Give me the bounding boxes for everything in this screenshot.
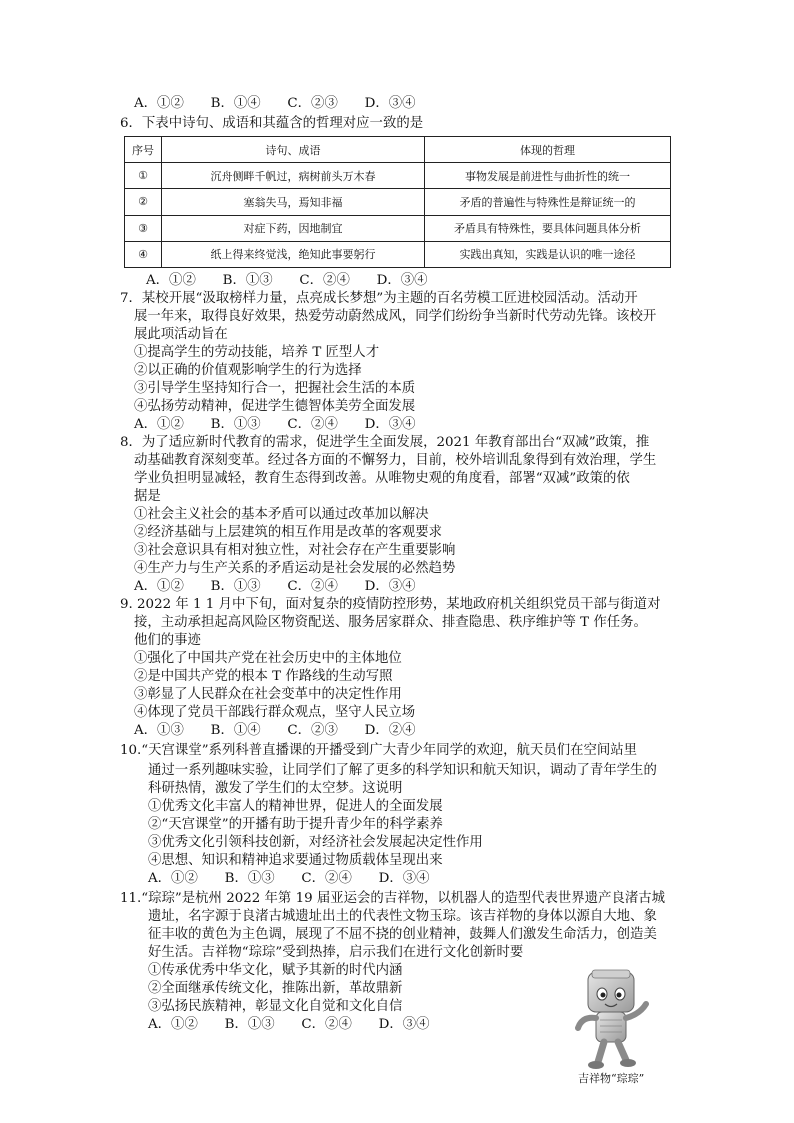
row-poem: 纸上得来终觉浅，绝知此事要躬行 <box>162 241 425 267</box>
q8-options: A．①② B．①③ C．②④ D．③④ <box>134 579 416 594</box>
row-philosophy: 事物发展是前进性与曲折性的统一 <box>425 163 671 189</box>
row-philosophy: 矛盾的普遍性与特殊性是辩证统一的 <box>425 189 671 215</box>
q11-choice: ①传承优秀中华文化，赋予其新的时代内涵 <box>148 963 403 978</box>
row-poem: 沉舟侧畔千帆过，病树前头万木春 <box>162 163 425 189</box>
q11-stem-line: 遗址，名字源于良渚古城遗址出土的代表性文物玉琮。该吉祥物的身体以源自大地、象 <box>148 909 657 924</box>
q8-choice: ④生产力与生产关系的矛盾运动是社会发展的必然趋势 <box>134 561 456 576</box>
header-philosophy: 体现的哲理 <box>425 137 671 163</box>
q11-choice: ②全面继承传统文化，推陈出新，革故鼎新 <box>148 981 403 996</box>
q9-choice: ②是中国共产党的根本 T 作路线的生动写照 <box>134 669 393 684</box>
row-poem: 对症下药，因地制宜 <box>162 215 425 241</box>
q11-stem-line: 11.“琮琮”是杭州 2022 年第 19 届亚运会的吉祥物，以机器人的造型代表世界遗产良渚古城 <box>120 891 666 906</box>
row-philosophy: 实践出真知，实践是认识的唯一途径 <box>425 241 671 267</box>
q7-choice: ③引导学生坚持知行合一，把握社会生活的本质 <box>134 381 416 396</box>
q8-choice: ①社会主义社会的基本矛盾可以通过改革加以解决 <box>134 507 429 522</box>
q10-choice: ①优秀文化丰富人的精神世界，促进人的全面发展 <box>148 799 443 814</box>
q8-choice: ②经济基础与上层建筑的相互作用是改革的客观要求 <box>134 525 442 540</box>
q6-stem: 6．下表中诗句、成语和其蕴含的哲理对应一致的是 <box>120 116 424 131</box>
mascot-image <box>566 968 656 1072</box>
q10-choice: ②“天宫课堂”的开播有助于提升青少年的科学素养 <box>148 817 443 832</box>
q8-choice: ③社会意识具有相对独立性，对社会存在产生重要影响 <box>134 543 456 558</box>
q5-options: A．①② B．①④ C．②③ D．③④ <box>134 96 416 111</box>
q9-stem-line: 他们的事迹 <box>134 633 201 648</box>
row-poem: 塞翁失马，焉知非福 <box>162 189 425 215</box>
q9-choice: ③彰显了人民群众在社会变革中的决定性作用 <box>134 687 402 702</box>
q11-choice: ③弘扬民族精神，彰显文化自觉和文化自信 <box>148 999 403 1014</box>
row-index: ① <box>125 163 162 189</box>
q10-stem-line: 10.“天宫课堂”系列科普直播课的开播受到广大青少年同学的欢迎，航天员们在空间站里 <box>120 743 638 758</box>
table-row <box>125 241 671 267</box>
q9-stem-line: 接，主动承担起高风险区物资配送、服务居家群众、排查隐患、秩序维护等 T 作任务。 <box>134 615 647 630</box>
row-index: ③ <box>125 215 162 241</box>
q7-stem-line: 展此项活动旨在 <box>134 327 228 342</box>
q10-stem-line: 通过一系列趣味实验，让同学们了解了更多的科学知识和航天知识，调动了青年学生的 <box>148 763 657 778</box>
q9-stem-line: 9. 2022 年 1 1 月中下旬，面对复杂的疫情防控形势，某地政府机关组织党员干部与街道对 <box>120 597 661 612</box>
table-row <box>125 163 671 189</box>
row-philosophy: 矛盾具有特殊性，要具体问题具体分析 <box>425 215 671 241</box>
row-index: ④ <box>125 241 162 267</box>
q8-stem-line: 学业负担明显减轻，教育生态得到改善。从唯物史观的角度看，部署“双减”政策的依 <box>134 471 630 486</box>
q11-options: A．①② B．①③ C．②④ D．③④ <box>148 1017 430 1032</box>
q11-stem-line: 好生活。吉祥物“琮琮”受到热捧，启示我们在进行文化创新时要 <box>148 945 524 960</box>
q10-choice: ③优秀文化引领科技创新，对经济社会发展起决定性作用 <box>148 835 483 850</box>
mascot-caption: 吉祥物“琮琮” <box>578 1072 645 1085</box>
philosophy-table <box>124 136 671 268</box>
q9-options: A．①③ B．①④ C．②③ D．②④ <box>134 723 416 738</box>
q7-options: A．①② B．①③ C．②④ D．③④ <box>134 417 416 432</box>
q7-stem-line: 7．某校开展“汲取榜样力量，点亮成长梦想”为主题的百名劳模工匠进校园活动。活动开 <box>120 291 638 306</box>
q7-choice: ①提高学生的劳动技能，培养 T 匠型人才 <box>134 345 380 360</box>
q7-choice: ④弘扬劳动精神，促进学生德智体美劳全面发展 <box>134 399 416 414</box>
q8-stem-line: 据是 <box>134 489 161 504</box>
table-row <box>125 215 671 241</box>
q8-stem-line: 动基础教育深刻变革。经过各方面的不懈努力，目前，校外培训乱象得到有效治理，学生 <box>134 453 657 468</box>
q7-choice: ②以正确的价值观影响学生的行为选择 <box>134 363 362 378</box>
q10-options: A．①② B．①③ C．②④ D．③④ <box>148 871 430 886</box>
row-index: ② <box>125 189 162 215</box>
q7-stem-line: 展一年来，取得良好效果，热爱劳动蔚然成风，同学们纷纷争当新时代劳动先锋。该校开 <box>134 309 657 324</box>
table-row <box>125 189 671 215</box>
q8-stem-line: 8．为了适应新时代教育的需求，促进学生全面发展，2021 年教育部出台“双减”政策，推 <box>120 435 650 450</box>
q9-choice: ④体现了党员干部践行群众观点，坚守人民立场 <box>134 705 416 720</box>
q10-stem-line: 科研热情，激发了学生们的太空梦。这说明 <box>148 781 403 796</box>
table-header-row <box>125 137 671 163</box>
q11-stem-line: 征丰收的黄色为主色调，展现了不屈不挠的创业精神，鼓舞人们激发生命活力，创造美 <box>148 927 657 942</box>
q6-options: A．①② B．①③ C．②④ D．③④ <box>146 273 428 288</box>
header-poem: 诗句、成语 <box>162 137 425 163</box>
q9-choice: ①强化了中国共产党在社会历史中的主体地位 <box>134 651 402 666</box>
q10-choice: ④思想、知识和精神追求要通过物质载体呈现出来 <box>148 853 443 868</box>
header-index: 序号 <box>125 137 162 163</box>
